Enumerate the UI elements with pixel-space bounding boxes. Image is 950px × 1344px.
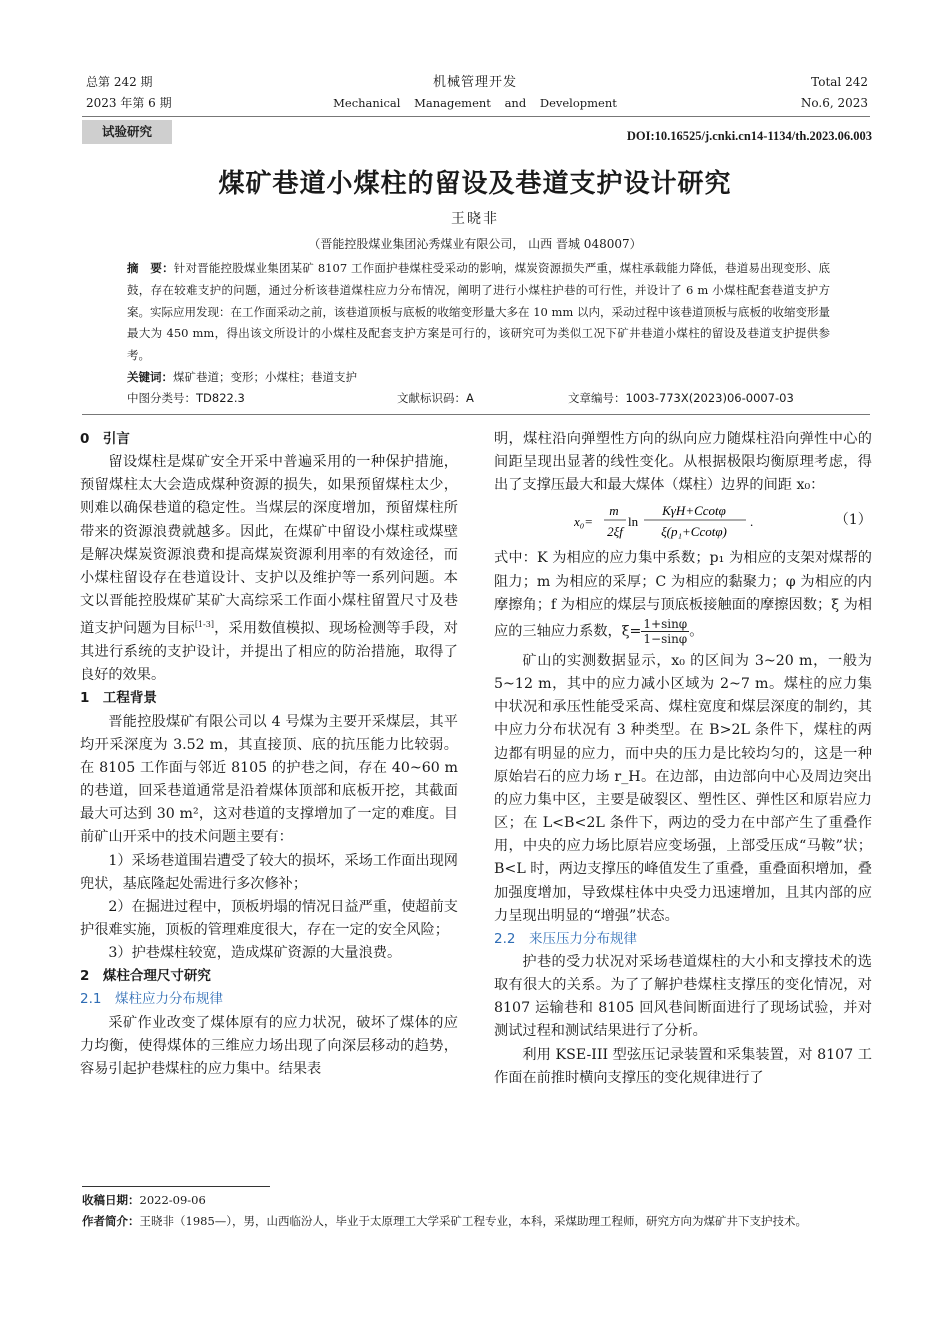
journal-name-en: Mechanical Management and Development	[333, 96, 617, 110]
equation-number: （1）	[834, 512, 872, 529]
paragraph-text: ，采用数值模拟、现场检测等手段，对其进行系统的支护设计，并提出了相应的防治措施，取得了良好的效果。	[80, 620, 458, 684]
citation[interactable]: [1-3]	[194, 620, 214, 630]
equation-den2: ξ(p₁+Ccotφ)	[661, 524, 727, 540]
keywords-label: 关键词：	[127, 370, 173, 384]
equation-num1: m	[609, 503, 619, 519]
equation-num2: KγH+Ccotφ	[662, 503, 726, 519]
running-header-right	[801, 72, 868, 114]
paragraph: 护巷的受力状况对采场巷道煤柱的大小和支撑技术的选取有很大的关系。为了了解护巷煤柱支撑压的变化情况，对 8107 运输巷和 8105 回风巷间断面进行了现场试验，并对测试过程和测试结果进行了分析。	[494, 953, 872, 1040]
received-date	[82, 1190, 872, 1212]
xi-fraction	[641, 617, 689, 646]
equation-den1: 2ξf	[607, 524, 623, 540]
equation-ln: ln	[628, 514, 639, 530]
doi: DOI:10.16525/j.cnki.cn14-1134/th.2023.06.003	[626, 129, 872, 143]
paragraph: 矿山的实测数据显示，x₀ 的区间为 3~20 m，一般为 5~12 m，其中的应力减小区域为 2~7 m。煤柱的应力集中状况和承压性能受采高、煤柱宽度和煤层深度的制约，其中应力分布状况有 3 种类型。在 B>2L 条件下，煤柱的两边都有明显的应力，而中央的压力是比较均匀的，这是一种原始岩石的应力场 r_H。在边部，由边部向中心及周边突出的应力集中区，主要是破裂区、塑性区、弹性区和原岩应力区；在 L<B<2L 条件下，两边的受力在中部产生了重叠作用，中央的应力场比原岩应变场强，上部受压成“马鞍”状；B<L 时，两边支撑压的峰值发生了重叠，重叠面积增加，叠加强度增加，导致煤柱体中央受力迅速增加，且其内部的应力呈现出明显的“增强”状态。	[494, 652, 872, 924]
column-label: 试验研究	[82, 120, 172, 144]
paragraph: 利用 KSE-III 型弦压记录装置和采集装置，对 8107 工作面在前推时横向支撑压的变化规律进行了	[494, 1046, 872, 1086]
author: 王晓非	[451, 211, 499, 227]
paragraph: 采矿作业改变了煤体原有的应力状况，破坏了煤体的应力均衡，使得煤体的三维应力场出现了向深层移动的趋势，容易引起护巷煤柱的应力集中。结果表	[80, 1014, 458, 1077]
year-issue: 2023 年第 6 期	[86, 96, 172, 110]
paragraph	[80, 451, 458, 687]
paragraph-text: 式中：K 为相应的应力集中系数；p₁ 为相应的支架对煤帮的阻力；m 为相应的采厚；C 为相应的黏聚力；φ 为相应的内摩擦角；f 为相应的煤层与顶底板接触面的摩擦因数；ξ 为相应的三轴应力系数，ξ=	[494, 550, 872, 640]
footnote-rule	[82, 1186, 270, 1187]
keywords	[127, 367, 357, 388]
header-rule	[82, 116, 870, 117]
article-number: 文章编号：1003-773X(2023)06-0007-03	[568, 391, 794, 405]
section-heading-pillar-size: 2 煤柱合理尺寸研究	[80, 968, 211, 985]
bio-text: 王晓非（1985—），男，山西临汾人，毕业于太原理工大学采矿工程专业，本科，采煤助理工程师，研究方向为煤矿井下支护技术。	[139, 1214, 808, 1228]
paragraph: 明，煤柱沿向弹塑性方向的纵向应力随煤柱沿向弹性中心的间距呈现出显著的线性变化。从根据极限均衡原理考虑，得出了支撑压最大和最大煤体（煤柱）边界的间距 x₀：	[494, 431, 872, 494]
total-issue: 总第 242 期	[86, 75, 153, 89]
received-label: 收稿日期：	[82, 1193, 140, 1207]
equation-lhs: x₀=	[574, 514, 594, 530]
abstract-label: 摘 要：	[127, 261, 174, 275]
paragraph-text: 留设煤柱是煤矿安全开采中普遍采用的一种保护措施，预留煤柱太大会造成煤种资源的损失，如果预留煤柱太少，则难以确保巷道的稳定性。当煤层的深度增加，预留煤柱所带来的资源浪费就越多。因此，在煤矿中留设小煤柱或煤壁是解决煤炭资源浪费和提高煤炭资源利用率的有效途径，而小煤柱留设存在巷道设计、支护以及维护等一系列问题。本文以晋能控股煤矿某矿大高综采工作面小煤柱留置尺寸及巷道支护问题为目标	[80, 454, 458, 637]
list-item: 2）在掘进过程中，顶板坍塌的情况日益严重，使超前支护很难实施，顶板的管理难度很大，存在一定的安全风险；	[80, 898, 458, 939]
journal-name-cn: 机械管理开发	[432, 75, 517, 90]
subsection-heading-pressure: 2.2 来压压力分布规律	[494, 930, 637, 947]
total-issue-en: Total 242	[811, 75, 868, 89]
equation-1	[494, 497, 872, 547]
paragraph	[494, 547, 872, 645]
body-left-column	[80, 428, 458, 1081]
document-code: 文献标识码：A	[397, 391, 474, 405]
paragraph-text: 。	[689, 623, 704, 640]
section-heading-background: 1 工程背景	[80, 690, 157, 707]
clc-number: 中图分类号：TD822.3	[127, 391, 245, 405]
subsection-heading-stress: 2.1 煤柱应力分布规律	[80, 991, 223, 1008]
paper-title: 煤矿巷道小煤柱的留设及巷道支护设计研究	[218, 169, 732, 199]
section-heading-intro: 0 引言	[80, 431, 130, 447]
paragraph: 晋能控股煤矿有限公司以 4 号煤为主要开采煤层，其平均开采深度为 3.52 m，其直接顶、底的抗压能力比较弱。在 8105 工作面与邻近 8105 的护巷之间，存在 40~60 m 的巷道，回采巷道通常是沿着煤体顶部和底板开挖，其截面最大可达到 30 m²，这对巷道的支撑增加了一定的难度。目前矿山开采中的技术问题主要有：	[80, 713, 458, 846]
author-bio	[82, 1211, 872, 1233]
bio-label: 作者简介：	[82, 1214, 140, 1228]
body-right-column	[494, 428, 872, 1090]
issue-number-en: No.6, 2023	[800, 96, 868, 110]
svg-text:.: .	[750, 514, 754, 530]
xi-numerator: 1+sinφ	[643, 616, 688, 631]
equation-graphic	[574, 500, 774, 544]
xi-denominator: 1−sinφ	[643, 631, 688, 646]
received-value: 2022-09-06	[139, 1193, 206, 1207]
meta-rule	[82, 414, 870, 415]
list-item: 3）护巷煤柱较宽，造成煤矿资源的大量浪费。	[108, 945, 402, 962]
list-item: 1）采场巷道围岩遭受了较大的损坏，采场工作面出现网兜状，基底隆起处需进行多次修补；	[80, 852, 458, 892]
keywords-text: 煤矿巷道；变形；小煤柱；巷道支护	[173, 370, 357, 384]
abstract-text: 针对晋能控股煤业集团某矿 8107 工作面护巷煤柱受采动的影响，煤炭资源损失严重，煤柱承载能力降低，巷道易出现变形、底鼓，存在较难支护的问题，通过分析该巷道煤柱应力分布情况，阐明了进行小煤柱护巷的可行性，并设计了 6 m 小煤柱配套巷道支护方案。实际应用发现：在工作面采动之前，该巷道顶板与底板的收缩变形量大多在 10 mm 以内，采动过程中该巷道顶板与底板的收缩变形量最大为 450 mm，得出该文所设计的小煤柱及配套支护方案是可行的，该研究可为类似工况下矿井巷道小煤柱的留设及巷道支护提供参考。	[127, 261, 831, 363]
abstract	[127, 258, 830, 367]
affiliation: （晋能控股煤业集团沁秀煤业有限公司， 山西 晋城 048007）	[308, 237, 642, 251]
